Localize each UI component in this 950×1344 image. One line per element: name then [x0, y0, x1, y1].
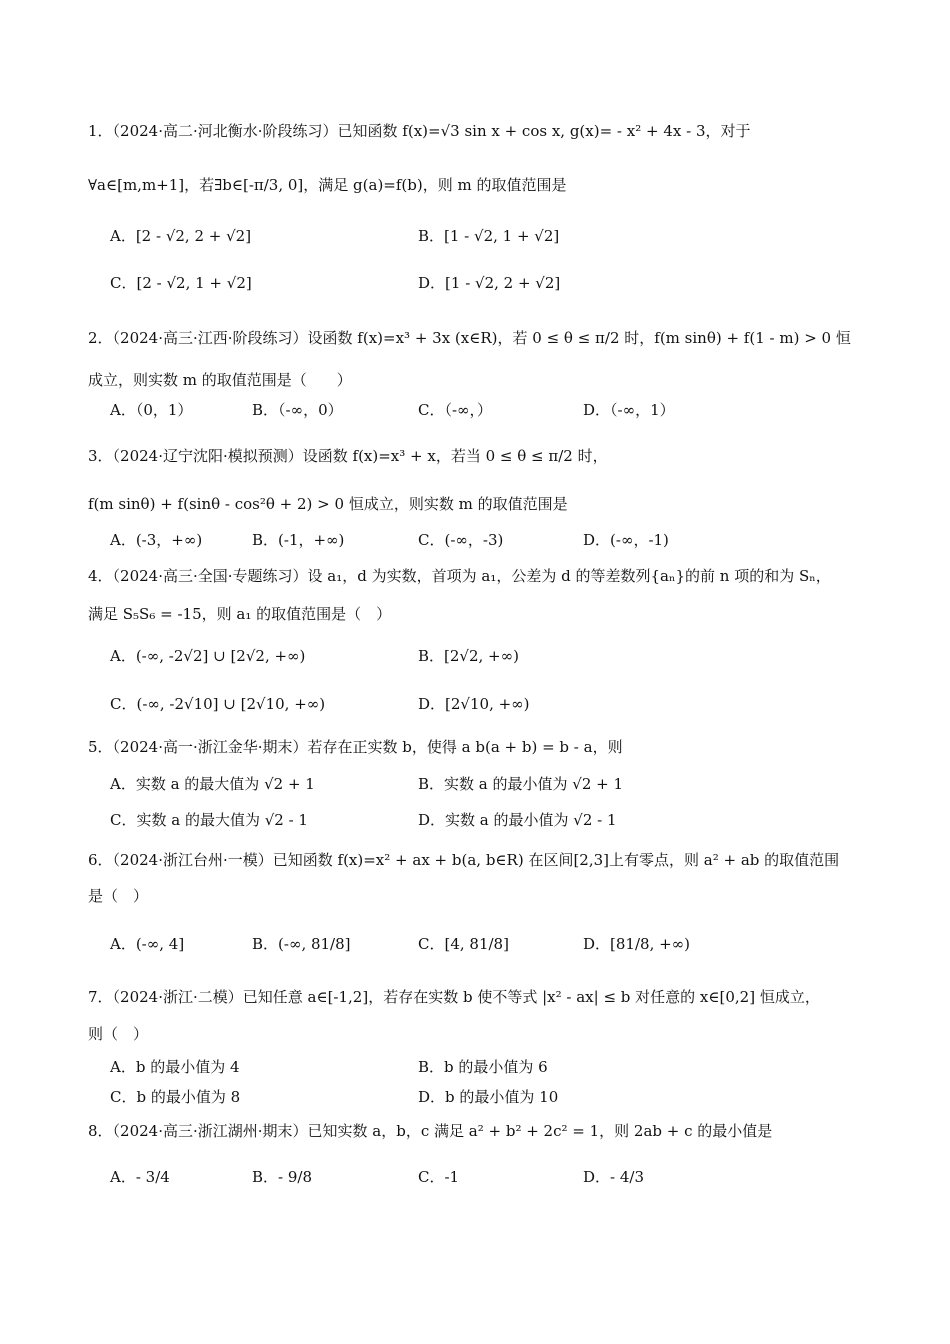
question-7-option-c[interactable]: C．b 的最小值为 8 [110, 1088, 241, 1106]
question-1-option-b[interactable]: B．[1 - √2, 1 + √2] [418, 227, 560, 245]
question-2-option-a[interactable]: A．（0，1） [110, 401, 193, 419]
question-8-option-b[interactable]: B．- 9/8 [252, 1168, 313, 1186]
question-5-option-d[interactable]: D．实数 a 的最小值为 √2 - 1 [418, 811, 617, 829]
question-2-line-1: 2．（2024·高三·江西·阶段练习）设函数 f(x)=x³ + 3x (x∈R)，若 0 ≤ θ ≤ π/2 时，f(m sinθ) + f(1 - m) > 0 恒 [88, 329, 851, 347]
question-8-option-d[interactable]: D．- 4/3 [583, 1168, 645, 1186]
question-4-option-c[interactable]: C．(-∞, -2√10] ∪ [2√10, +∞) [110, 695, 326, 713]
question-6-option-c[interactable]: C．[4, 81/8] [418, 935, 509, 953]
question-1-option-c[interactable]: C．[2 - √2, 1 + √2] [110, 274, 252, 292]
question-7-option-a[interactable]: A．b 的最小值为 4 [110, 1058, 240, 1076]
question-4-option-a[interactable]: A．(-∞, -2√2] ∪ [2√2, +∞) [110, 647, 306, 665]
question-7-stem-1: （2024·浙江·二模）已知任意 a∈[-1,2]，若存在实数 b 使不等式 |x² - ax| ≤ b 对任意的 x∈[0,2] 恒成立， [112, 988, 820, 1006]
question-5-line-1: 5．（2024·高一·浙江金华·期末）若存在正实数 b，使得 a b(a + b) = b - a，则 [88, 738, 623, 756]
question-1-line-2: ∀a∈[m,m+1]，若∃b∈[-π/3, 0]，满足 g(a)=f(b)，则 m 的取值范围是 [88, 176, 567, 194]
question-2-option-d[interactable]: D．（-∞，1） [583, 401, 675, 419]
question-6-option-b[interactable]: B．(-∞, 81/8] [252, 935, 351, 953]
question-5-stem-1: （2024·高一·浙江金华·期末）若存在正实数 b，使得 a b(a + b) = b - a，则 [112, 738, 623, 756]
question-8-line-1: 8．（2024·高三·浙江湖州·期末）已知实数 a，b，c 满足 a² + b² + 2c² = 1，则 2ab + c 的最小值是 [88, 1122, 773, 1140]
question-6-line-2: 是（ ） [88, 887, 149, 905]
question-6-option-d[interactable]: D．[81/8, +∞) [583, 935, 691, 953]
question-2-stem-1: （2024·高三·江西·阶段练习）设函数 f(x)=x³ + 3x (x∈R)，若 0 ≤ θ ≤ π/2 时，f(m sinθ) + f(1 - m) > 0 恒 [112, 329, 851, 347]
question-1-stem-1: （2024·高二·河北衡水·阶段练习）已知函数 f(x)=√3 sin x + cos x, g(x)= - x² + 4x - 3，对于 [112, 122, 751, 140]
question-3-stem-1: （2024·辽宁沈阳·模拟预测）设函数 f(x)=x³ + x，若当 0 ≤ θ ≤ π/2 时， [112, 447, 608, 465]
question-5-option-b[interactable]: B．实数 a 的最小值为 √2 + 1 [418, 775, 624, 793]
question-7-line-2: 则（ ） [88, 1025, 149, 1043]
question-7-option-d[interactable]: D．b 的最小值为 10 [418, 1088, 559, 1106]
question-8-stem-1: （2024·高三·浙江湖州·期末）已知实数 a，b，c 满足 a² + b² + 2c² = 1，则 2ab + c 的最小值是 [112, 1122, 773, 1140]
question-8-option-c[interactable]: C．-1 [418, 1168, 460, 1186]
question-2-line-2: 成立，则实数 m 的取值范围是（ ） [88, 371, 352, 389]
question-4-line-2: 满足 S₅S₆ = -15，则 a₁ 的取值范围是（ ） [88, 605, 392, 623]
question-3-option-c[interactable]: C．(-∞，-3) [418, 531, 504, 549]
question-3-option-d[interactable]: D．(-∞，-1) [583, 531, 669, 549]
question-5-option-a[interactable]: A．实数 a 的最大值为 √2 + 1 [110, 775, 315, 793]
question-3-option-b[interactable]: B．(-1，+∞) [252, 531, 345, 549]
question-6-option-a[interactable]: A．(-∞, 4] [110, 935, 185, 953]
question-2-option-b[interactable]: B．（-∞，0） [252, 401, 343, 419]
question-4-line-1: 4．（2024·高三·全国·专题练习）设 a₁，d 为实数，首项为 a₁，公差为 d 的等差数列{aₙ}的前 n 项的和为 Sₙ， [88, 567, 831, 585]
question-1-option-a[interactable]: A．[2 - √2, 2 + √2] [110, 227, 252, 245]
question-5-option-c[interactable]: C．实数 a 的最大值为 √2 - 1 [110, 811, 308, 829]
question-3-option-a[interactable]: A．(-3，+∞) [110, 531, 203, 549]
question-3-line-1: 3．（2024·辽宁沈阳·模拟预测）设函数 f(x)=x³ + x，若当 0 ≤ θ ≤ π/2 时， [88, 447, 608, 465]
question-6-stem-1: （2024·浙江台州·一模）已知函数 f(x)=x² + ax + b(a, b∈R) 在区间[2,3]上有零点，则 a² + ab 的取值范围 [112, 851, 840, 869]
question-3-line-2: f(m sinθ) + f(sinθ - cos²θ + 2) > 0 恒成立，则实数 m 的取值范围是 [88, 495, 568, 513]
question-8-option-a[interactable]: A．- 3/4 [110, 1168, 170, 1186]
question-6-line-1: 6．（2024·浙江台州·一模）已知函数 f(x)=x² + ax + b(a, b∈R) 在区间[2,3]上有零点，则 a² + ab 的取值范围 [88, 851, 840, 869]
question-1-option-d[interactable]: D．[1 - √2, 2 + √2] [418, 274, 561, 292]
question-1-line-1: 1．（2024·高二·河北衡水·阶段练习）已知函数 f(x)=√3 sin x + cos x, g(x)= - x² + 4x - 3，对于 [88, 122, 751, 140]
question-2-option-c[interactable]: C．（-∞，） [418, 401, 493, 419]
question-7-option-b[interactable]: B．b 的最小值为 6 [418, 1058, 548, 1076]
question-4-option-d[interactable]: D．[2√10, +∞) [418, 695, 530, 713]
question-4-stem-1: （2024·高三·全国·专题练习）设 a₁，d 为实数，首项为 a₁，公差为 d 的等差数列{aₙ}的前 n 项的和为 Sₙ， [112, 567, 831, 585]
question-7-line-1: 7．（2024·浙江·二模）已知任意 a∈[-1,2]，若存在实数 b 使不等式 |x² - ax| ≤ b 对任意的 x∈[0,2] 恒成立， [88, 988, 820, 1006]
question-4-option-b[interactable]: B．[2√2, +∞) [418, 647, 519, 665]
